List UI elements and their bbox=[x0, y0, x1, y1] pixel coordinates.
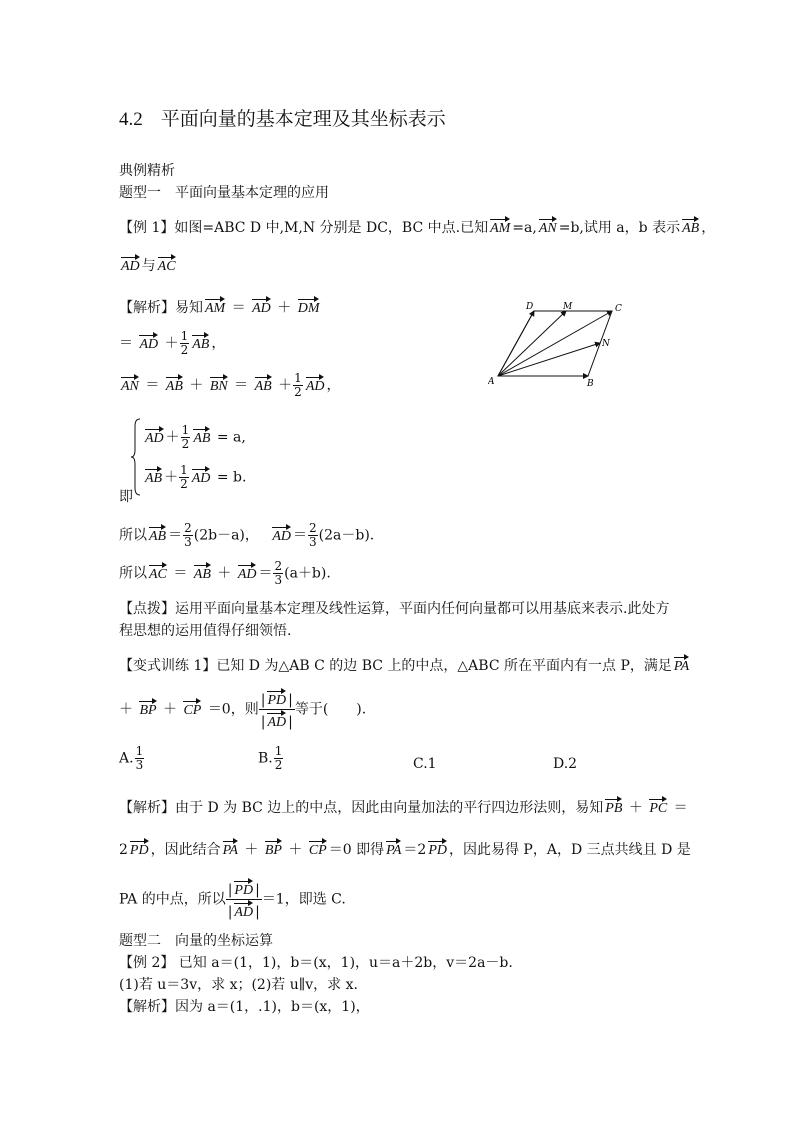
page-title bbox=[119, 104, 446, 131]
analysis-2: 【解析】由于 D 为 BC 边上的中点，因此由向量加法的平行四边形法则，易知 PB ＋ PC ＝ bbox=[119, 796, 688, 817]
type-one-heading: 题型一 平面向量基本定理的应用 bbox=[119, 185, 329, 201]
label-n: N bbox=[602, 339, 610, 349]
option-b: B. $\frac{1}{2}$ bbox=[258, 744, 283, 772]
example-1-line2: AD 与 AC bbox=[119, 254, 178, 275]
conclusion-1: 所以 AB ＝ $\frac{2}{3}$ (2b－a)， AD ＝ $\frac{2}{3}$ (2a－b). bbox=[119, 521, 375, 549]
label-b: B bbox=[587, 379, 594, 389]
example-2: 【例 2】 已知 a＝(1，1)，b＝(x，1)，u＝a＋2b，v＝2a－b. bbox=[119, 955, 513, 971]
option-d: D.2 bbox=[553, 756, 578, 772]
analysis-1-line2: ＝ AD ＋ $\frac{1}{2}$ AB ， bbox=[119, 329, 226, 357]
heading: 典例精析 bbox=[119, 163, 175, 179]
option-a: A. $\frac{1}{3}$ bbox=[119, 744, 144, 772]
label-d: D bbox=[526, 302, 534, 312]
system-row-1: AD ＋ $\frac{1}{2}$ AB = a, bbox=[145, 423, 246, 451]
analysis-1: 【解析】易知 AM ＝ AD ＋ DM bbox=[119, 296, 321, 317]
analysis-2-line2: 2 PD ，因此结合 PA ＋ BP ＋ CP ＝0 即得 PA ＝2 PD ，因此易得 P，A，D 三点共线且 D 是 bbox=[119, 838, 691, 859]
training-1-line2: ＋ BP ＋ CP ＝0，则 $\frac{| PD |}{| AD |}$ 等于( ). bbox=[119, 688, 366, 731]
type-two-heading: 题型二 向量的坐标运算 bbox=[119, 933, 273, 949]
section-number: 4.2 bbox=[119, 109, 143, 130]
label-a: A bbox=[488, 377, 495, 387]
analysis-1-line3: AN ＝ AB ＋ BN ＝ AB ＋ $\frac{1}{2}$ AD ， bbox=[121, 371, 341, 399]
parallelogram-figure bbox=[488, 296, 628, 390]
system-brace bbox=[131, 418, 141, 496]
example-2-line2: (1)若 u＝3v，求 x；(2)若 u∥v，求 x. bbox=[119, 977, 358, 993]
analysis-2-line3: PA 的中点，所以 $\frac{| PD |}{| AD |}$ ＝1，即选 C. bbox=[119, 878, 346, 921]
training-1: 【变式训练 1】已知 D 为△AB C 的边 BC 上的中点，△ABC 所在平面内有一点 P，满足 PA bbox=[119, 654, 691, 675]
analysis-3: 【解析】因为 a＝(1，.1)，b＝(x，1)， bbox=[119, 999, 370, 1015]
option-c: C.1 bbox=[413, 756, 437, 772]
tip-line-2: 程思想的运用值得仔细领悟. bbox=[119, 623, 292, 639]
system-prefix: 即 bbox=[119, 489, 133, 505]
tip-line-1: 【点拨】运用平面向量基本定理及线性运算，平面内任何向量都可以用基底来表示.此处方 bbox=[119, 601, 670, 617]
section-title: 平面向量的基本定理及其坐标表示 bbox=[160, 108, 446, 130]
label-c: C bbox=[615, 304, 622, 314]
label-m: M bbox=[563, 302, 573, 312]
conclusion-2: 所以 AC ＝ AB ＋ AD ＝ $\frac{2}{3}$ (a＋b). bbox=[119, 559, 331, 587]
system-row-2: AB ＋ $\frac{1}{2}$ AD = b. bbox=[145, 463, 247, 491]
example-1: 【例 1】如图=ABC D 中,M,N 分别是 DC，BC 中点.已知 AM =a, AN =b,试用 a，b 表示 AB ， bbox=[119, 216, 715, 237]
